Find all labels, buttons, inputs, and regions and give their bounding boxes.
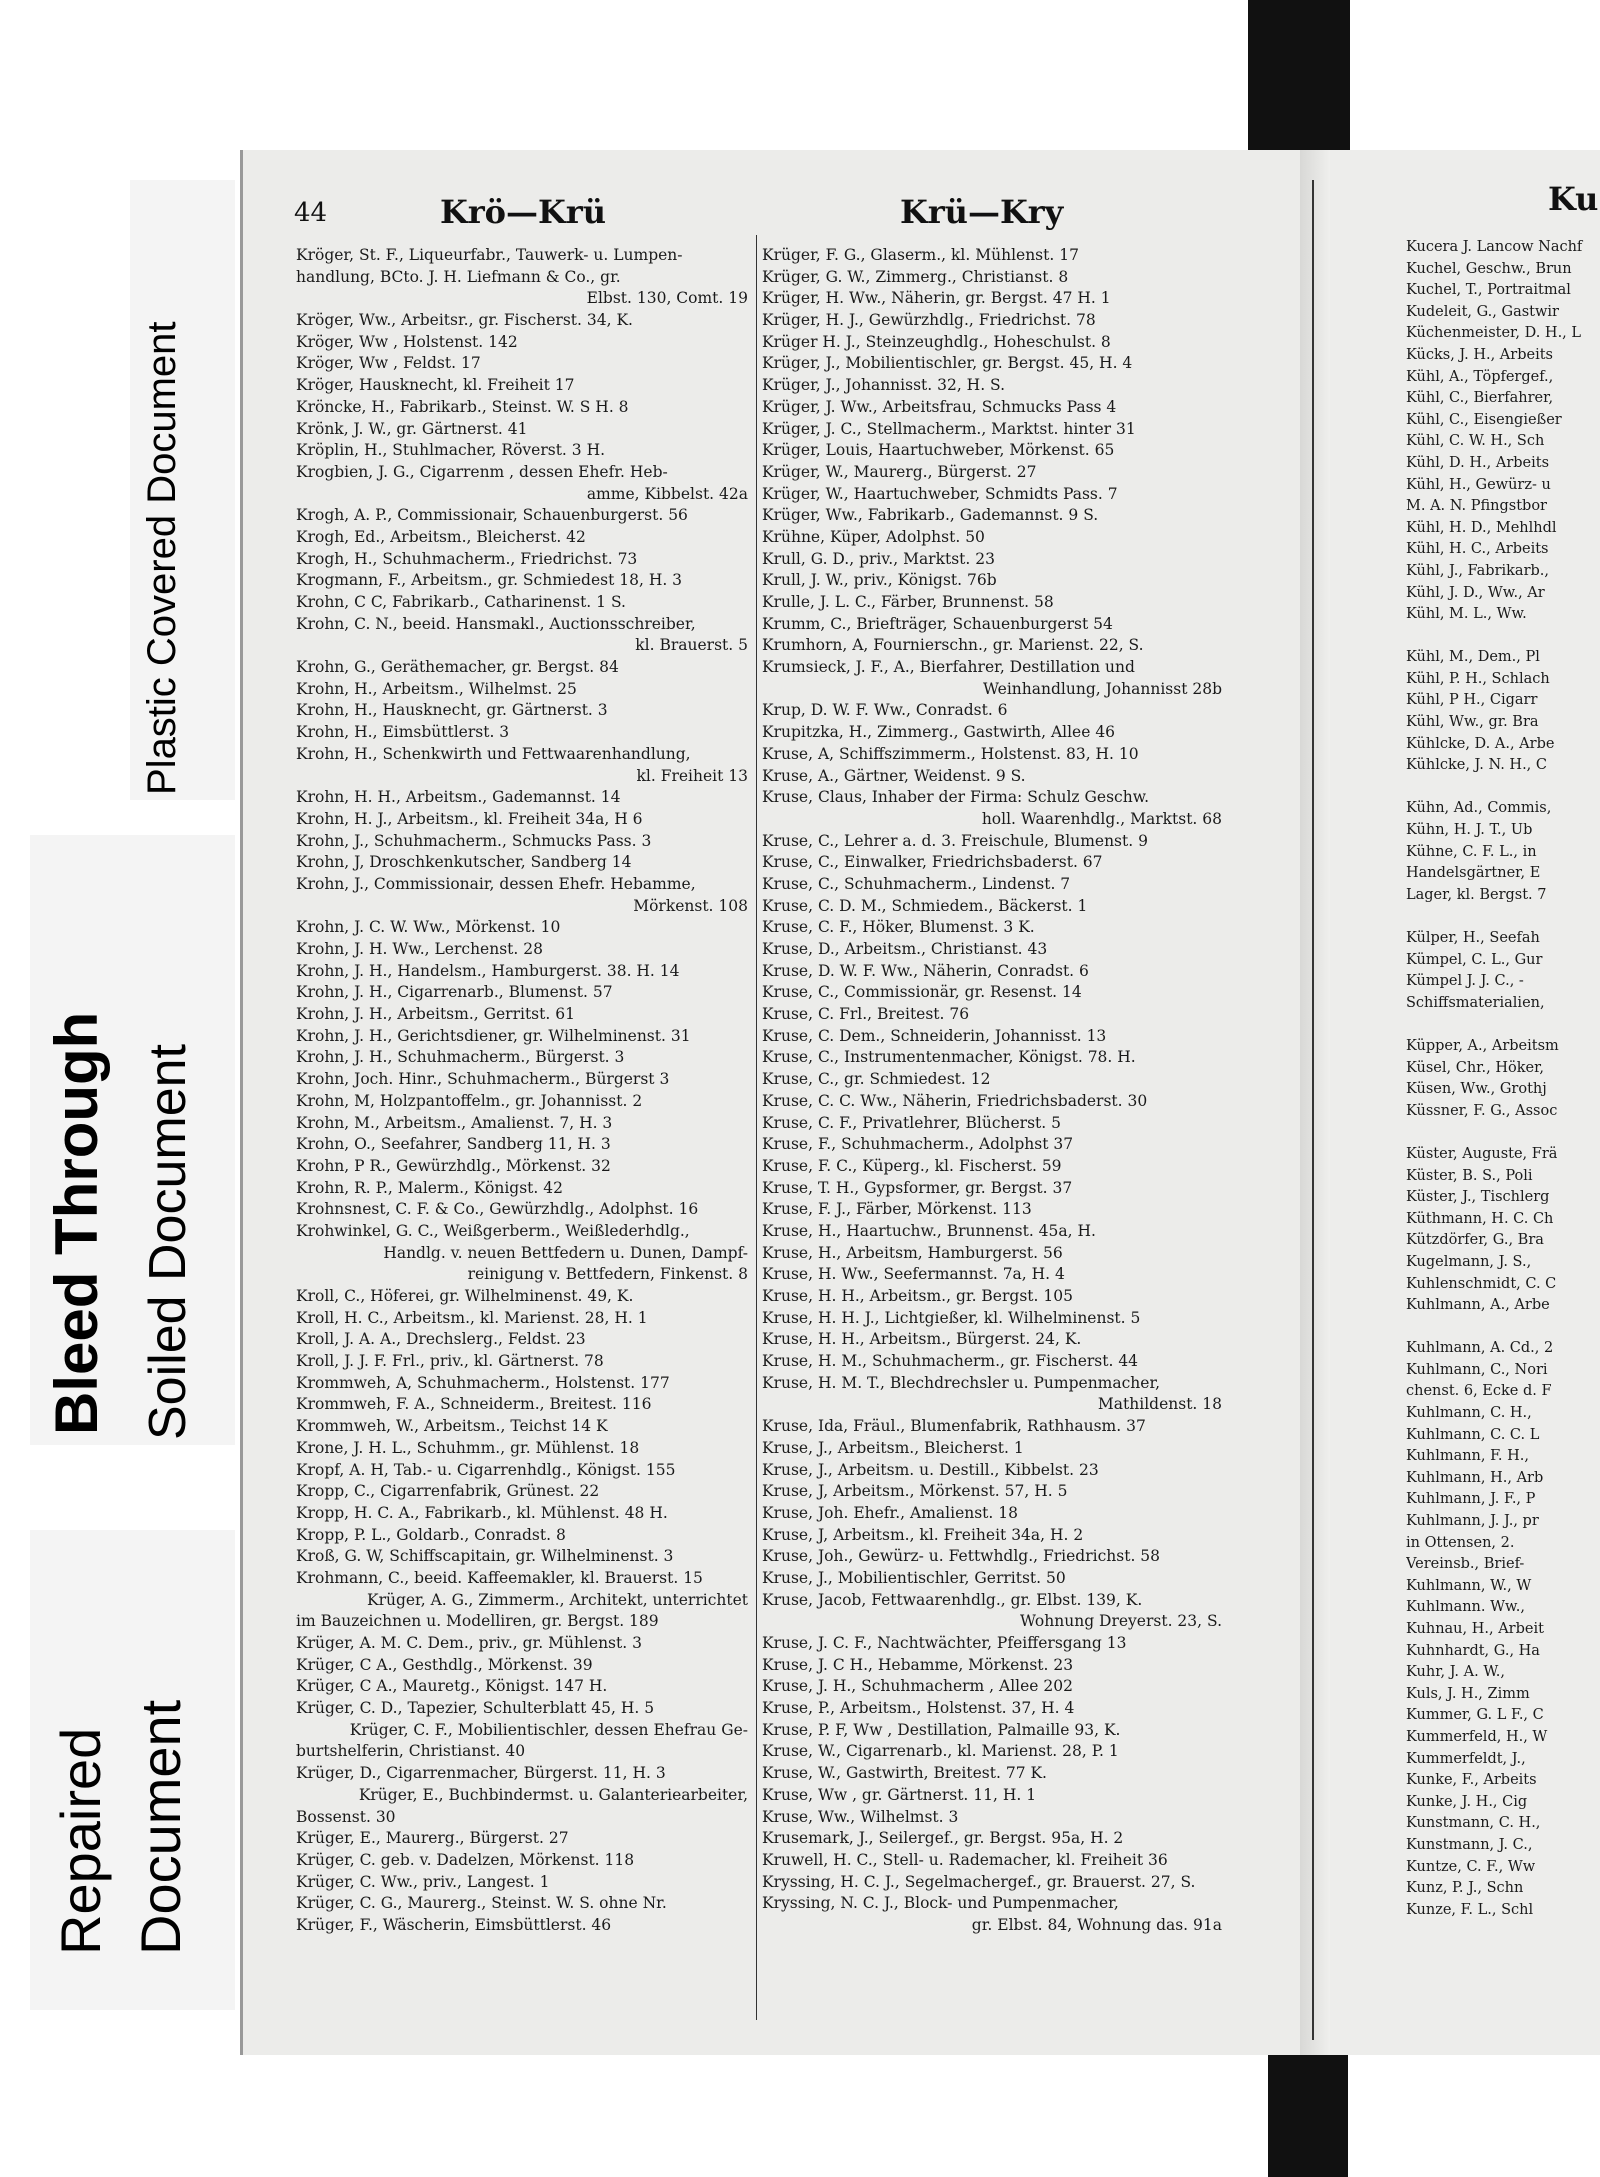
directory-entry: Kruse, F. J., Färber, Mörkenst. 113 <box>762 1200 1032 1219</box>
directory-entry: Küpper, A., Arbeitsm <box>1406 1037 1559 1054</box>
directory-entry: Mörkenst. 108 <box>633 896 748 915</box>
directory-entry: Krohn, H. J., Arbeitsm., kl. Freiheit 34a, H 6 <box>296 809 643 828</box>
directory-entry: Kuchel, T., Portraitmal <box>1406 282 1571 299</box>
directory-entry: Kryssing, N. C. J., Block- und Pumpenmacher, <box>762 1894 1119 1913</box>
directory-entry: Kroll, J. J. F. Frl., priv., kl. Gärtnerst. 78 <box>296 1352 604 1371</box>
directory-entry: Kunstmann, C. H., <box>1406 1815 1541 1832</box>
directory-entry: Kühl, J. D., Ww., Ar <box>1406 584 1545 601</box>
directory-entry: Kugelmann, J. S., <box>1406 1253 1532 1270</box>
directory-entry: Kruse, Ww , gr. Gärtnerst. 11, H. 1 <box>762 1785 1037 1804</box>
directory-entry: handlung, BCto. J. H. Liefmann & Co., gr. <box>296 267 621 286</box>
directory-entry: Kruse, C. C. Ww., Näherin, Friedrichsbaderst. 30 <box>762 1091 1148 1110</box>
directory-entry: Kucera J. Lancow Nachf <box>1406 239 1583 255</box>
directory-entry: Kützdörfer, G., Bra <box>1406 1232 1544 1249</box>
label-repaired-line2: Document <box>129 1699 192 1955</box>
directory-entry: Krohn, P R., Gewürzhdlg., Mörkenst. 32 <box>296 1156 611 1175</box>
directory-entry: Kruse, H. H. J., Lichtgießer, kl. Wilhelminenst. 5 <box>762 1308 1141 1327</box>
directory-entry: Kruse, J. H., Schuhmacherm , Allee 202 <box>762 1677 1073 1696</box>
directory-entry: Kühlcke, J. N. H., C <box>1406 757 1547 774</box>
directory-entry: Krommweh, A, Schuhmacherm., Holstenst. 177 <box>296 1373 670 1392</box>
directory-entry: Krühne, Küper, Adolphst. 50 <box>762 527 985 546</box>
directory-entry: Bossenst. 30 <box>296 1807 396 1826</box>
label-repaired-line1: Repaired <box>49 1727 112 1955</box>
directory-entry: Krumm, C., Briefträger, Schauenburgerst 54 <box>762 614 1113 633</box>
directory-entry: Krohn, H. H., Arbeitsm., Gademannst. 14 <box>296 788 621 807</box>
page-edge <box>1312 180 1314 2040</box>
directory-entry: Kruse, J., Arbeitsm. u. Destill., Kibbelst. 23 <box>762 1460 1099 1479</box>
scan-bar-top <box>1248 0 1350 155</box>
directory-entry: Kröger, Ww , Feldst. 17 <box>296 354 481 373</box>
directory-entry: Kropp, P. L., Goldarb., Conradst. 8 <box>296 1525 566 1544</box>
directory-entry: Kruwell, H. C., Stell- u. Rademacher, kl. Freiheit 36 <box>762 1850 1168 1869</box>
directory-entry: Kruse, J., Mobilientischler, Gerritst. 50 <box>762 1568 1066 1587</box>
directory-entry: Mathildenst. 18 <box>1097 1395 1222 1414</box>
directory-entry: Weinhandlung, Johannisst 28b <box>982 679 1222 698</box>
directory-entry: Kruse, P., Arbeitsm., Holstenst. 37, H. 4 <box>762 1699 1075 1718</box>
directory-entry <box>1406 1122 1600 1144</box>
directory-entry: Krogh, H., Schuhmacherm., Friedrichst. 73 <box>296 549 638 568</box>
directory-entry: Krohn, J., Commissionair, dessen Ehefr. Hebamme, <box>296 874 696 893</box>
directory-entry: Kruse, J. C. F., Nachtwächter, Pfeiffersgang 13 <box>762 1634 1127 1652</box>
directory-entry: Krüger, C. G., Maurerg., Steinst. W. S. ohne Nr. <box>296 1894 667 1913</box>
directory-entry: Kühl, H. D., Mehlhdl <box>1406 519 1557 536</box>
directory-entry: Kruse, F., Schuhmacherm., Adolphst 37 <box>762 1135 1074 1154</box>
directory-entry: Kruse, C. F., Höker, Blumenst. 3 K. <box>762 918 1035 937</box>
directory-entry: Krüger, W., Maurerg., Bürgerst. 27 <box>762 462 1037 481</box>
directory-entry: Krüger, D., Cigarrenmacher, Bürgerst. 11, H. 3 <box>296 1764 666 1783</box>
directory-entry: Kuhlmann, J. J., pr <box>1406 1513 1539 1530</box>
directory-entry: Kuhlmann, A. Cd., 2 <box>1406 1340 1554 1357</box>
directory-entry: Kuhlenschmidt, C. C <box>1406 1275 1557 1292</box>
directory-entry: Kruse, W., Gastwirth, Breitest. 77 K. <box>762 1764 1047 1783</box>
directory-entry: Kühn, Ad., Commis, <box>1406 800 1552 817</box>
directory-entry: Kropp, C., Cigarrenfabrik, Grünest. 22 <box>296 1482 600 1501</box>
directory-entry: Kruse, H. H., Arbeitsm., gr. Bergst. 105 <box>762 1287 1073 1305</box>
directory-entry: Krommweh, F. A., Schneiderm., Breitest. 116 <box>296 1395 652 1414</box>
directory-entry: Kuhlmann, A., Arbe <box>1406 1297 1550 1314</box>
directory-entry: gr. Elbst. 84, Wohnung das. 91a <box>971 1915 1222 1934</box>
directory-entry: Kühl, H., Gewürz- u <box>1406 476 1551 493</box>
directory-entry: Kruse, C. Dem., Schneiderin, Johannisst. 13 <box>762 1026 1107 1045</box>
directory-entry: Kröger, St. F., Liqueurfabr., Tauwerk- u. Lumpen- <box>296 246 683 264</box>
directory-entry: Krohn, M, Holzpantoffelm., gr. Johannisst. 2 <box>296 1091 643 1110</box>
directory-entry: Krohn, H., Arbeitsm., Wilhelmst. 25 <box>296 679 577 698</box>
directory-entry: Krüger, A. M. C. Dem., priv., gr. Mühlenst. 3 <box>296 1634 642 1652</box>
directory-entry: Krumsieck, J. F., A., Bierfahrer, Destillation und <box>762 658 1135 677</box>
directory-entry: Küthmann, H. C. Ch <box>1406 1210 1554 1227</box>
directory-entry: Krumhorn, A, Fournierschn., gr. Marienst. 22, S. <box>762 636 1144 655</box>
directory-entry: Kruse, H., Arbeitsm, Hamburgerst. 56 <box>762 1243 1063 1262</box>
directory-entry <box>1406 906 1600 928</box>
directory-entry: Krohn, J. H., Schuhmacherm., Bürgerst. 3 <box>296 1048 625 1067</box>
directory-entry: Krohmann, C., beeid. Kaffeemakler, kl. Brauerst. 15 <box>296 1568 703 1587</box>
directory-entry: Kühl, P H., Cigarr <box>1406 692 1538 709</box>
directory-entry <box>1406 1014 1600 1036</box>
directory-entry: Krüger, H. Ww., Näherin, gr. Bergst. 47 H. 1 <box>762 289 1111 308</box>
directory-entry: Lager, kl. Bergst. 7 <box>1406 886 1547 903</box>
directory-entry: Kuhlmann, W., W <box>1406 1577 1532 1594</box>
directory-entry: Krüger, E., Buchbindermst. u. Galanteriearbeiter, <box>358 1785 748 1804</box>
label-bleed-through: Bleed Through <box>43 1011 110 1435</box>
directory-entry: Kuchel, Geschw., Brun <box>1406 260 1572 277</box>
directory-entry: Krüger, G. W., Zimmerg., Christianst. 8 <box>762 267 1069 286</box>
directory-entry: Kruse, W., Cigarrenarb., kl. Marienst. 28, P. 1 <box>762 1742 1119 1761</box>
directory-entry: Kruse, H. M., Schuhmacherm., gr. Fischerst. 44 <box>762 1352 1139 1371</box>
directory-entry: Kühl, C., Bierfahrer, <box>1406 390 1554 407</box>
directory-entry: Kühl, M. L., Ww. <box>1406 606 1527 623</box>
directory-entry: Kruse, D. W. F. Ww., Näherin, Conradst. 6 <box>762 961 1089 980</box>
directory-entry: Handlg. v. neuen Bettfedern u. Dunen, Dampf- <box>383 1243 748 1262</box>
directory-entry: Kruse, Ida, Fräul., Blumenfabrik, Rathhausm. 37 <box>762 1417 1146 1436</box>
directory-entry: Kruse, C., Einwalker, Friedrichsbaderst. 67 <box>762 853 1103 872</box>
directory-entry: Krohn, H., Schenkwirth und Fettwaarenhandlung, <box>296 744 691 763</box>
directory-entry: Krüger, C A., Mauretg., Königst. 147 H. <box>296 1677 608 1696</box>
directory-entry: Kühl, H. C., Arbeits <box>1406 541 1549 558</box>
directory-entry: Kruse, J., Arbeitsm., Bleicherst. 1 <box>762 1438 1024 1457</box>
directory-entry: Kropf, A. H, Tab.- u. Cigarrenhdlg., Königst. 155 <box>296 1460 676 1479</box>
directory-entry: Krogh, A. P., Commissionair, Schauenburgerst. 56 <box>296 506 688 525</box>
directory-entry: Kuhnhardt, G., Ha <box>1406 1642 1540 1659</box>
directory-entry: Küsel, Chr., Höker, <box>1406 1059 1545 1076</box>
directory-entry: Kudeleit, G., Gastwir <box>1406 303 1559 320</box>
directory-entry: Kühl, P. H., Schlach <box>1406 670 1550 687</box>
directory-entry: Krohn, J. C. W. Ww., Mörkenst. 10 <box>296 918 561 937</box>
directory-entry <box>1406 1317 1600 1339</box>
directory-entry: Kuls, J. H., Zimm <box>1406 1685 1530 1702</box>
directory-entry: Küssner, F. G., Assoc <box>1406 1102 1558 1119</box>
directory-entry: Krohn, J., Schuhmacherm., Schmucks Pass. 3 <box>296 831 652 850</box>
directory-entry: Kruse, H., Haartuchw., Brunnenst. 45a, H. <box>762 1221 1096 1240</box>
directory-entry: Kühne, C. F. L., in <box>1406 843 1537 860</box>
directory-entry: Krüger, Ww., Fabrikarb., Gademannst. 9 S. <box>762 506 1099 525</box>
directory-entry: Kummerfeldt, J., <box>1406 1750 1526 1767</box>
directory-entry: Krüger H. J., Steinzeughdlg., Hoheschulst. 8 <box>762 332 1111 351</box>
directory-entry: Krohn, O., Seefahrer, Sandberg 11, H. 3 <box>296 1135 611 1154</box>
header-left: Krö—Krü <box>440 193 606 231</box>
directory-entry: Krogh, Ed., Arbeitsm., Bleicherst. 42 <box>296 527 586 546</box>
directory-entry: Kruse, H. H., Arbeitsm., Bürgerst. 24, K. <box>762 1330 1082 1349</box>
label-soiled-document: Soiled Document <box>139 1044 197 1440</box>
directory-entry: Küsen, Ww., Grothj <box>1406 1081 1547 1098</box>
directory-entry: Küster, J., Tischlerg <box>1406 1189 1550 1206</box>
directory-entry: Krohn, J. H., Cigarrenarb., Blumenst. 57 <box>296 983 613 1002</box>
directory-entry: Kunze, F. L., Schl <box>1406 1901 1534 1918</box>
directory-entry: Kummerfeld, H., W <box>1406 1728 1548 1745</box>
directory-entry: Kühlcke, D. A., Arbe <box>1406 735 1555 752</box>
directory-entry: Kruse, J. C H., Hebamme, Mörkenst. 23 <box>762 1655 1074 1674</box>
column-divider <box>756 235 757 2020</box>
directory-entry: Krull, G. D., priv., Marktst. 23 <box>762 549 995 568</box>
directory-entry: Kroll, C., Höferei, gr. Wilhelminenst. 49, K. <box>296 1287 634 1305</box>
directory-entry: Krusemark, J., Seilergef., gr. Bergst. 95a, H. 2 <box>762 1829 1124 1848</box>
directory-entry: Kühl, A., Töpfergef., <box>1406 368 1554 385</box>
directory-entry <box>1406 777 1600 799</box>
directory-entry: Kruse, J, Arbeitsm., Mörkenst. 57, H. 5 <box>762 1482 1068 1501</box>
directory-entry: Krüger, J., Johannisst. 32, H. S. <box>762 376 1006 395</box>
directory-entry: Kroll, H. C., Arbeitsm., kl. Marienst. 28, H. 1 <box>296 1308 648 1327</box>
directory-entry: Kröger, Ww., Arbeitsr., gr. Fischerst. 34, K. <box>296 311 633 330</box>
directory-entry: Krüger, E., Maurerg., Bürgerst. 27 <box>296 1829 569 1848</box>
directory-entry: Krüger, W., Haartuchweber, Schmidts Pass. 7 <box>762 484 1118 503</box>
directory-entry: Kuhlmann, C. C. L <box>1406 1426 1540 1443</box>
directory-entry: Kruse, C. D. M., Schmiedem., Bäckerst. 1 <box>762 896 1088 915</box>
directory-entry: Krüger, C. D., Tapezier, Schulterblatt 45, H. 5 <box>296 1699 655 1718</box>
directory-entry: Kröger, Hausknecht, kl. Freiheit 17 <box>296 376 575 395</box>
directory-entry: chenst. 6, Ecke d. F <box>1406 1383 1552 1400</box>
directory-column-1 <box>296 245 748 1937</box>
directory-entry: Kruse, C., gr. Schmiedest. 12 <box>762 1070 991 1089</box>
directory-entry: Krohn, M., Arbeitsm., Amalienst. 7, H. 3 <box>296 1113 613 1132</box>
directory-entry: Kücks, J. H., Arbeits <box>1406 346 1553 363</box>
directory-entry: Kruse, Ww., Wilhelmst. 3 <box>762 1807 959 1826</box>
directory-entry: Kümpel J. J. C., - <box>1406 973 1524 990</box>
directory-entry: Krüger, F. G., Glaserm., kl. Mühlenst. 17 <box>762 246 1079 264</box>
directory-entry: Kunstmann, J. C., <box>1406 1836 1533 1853</box>
directory-entry: Külper, H., Seefah <box>1406 930 1540 946</box>
directory-entry: Kümpel, C. L., Gur <box>1406 951 1543 968</box>
directory-entry: burtshelferin, Christianst. 40 <box>296 1742 526 1761</box>
directory-entry: Kuhr, J. A. W., <box>1406 1664 1505 1681</box>
directory-entry: Krohn, J. H. Ww., Lerchenst. 28 <box>296 940 543 958</box>
directory-entry: Küster, Auguste, Frä <box>1406 1145 1558 1162</box>
directory-entry: Kruse, H. Ww., Seefermannst. 7a, H. 4 <box>762 1265 1065 1284</box>
directory-entry: Krohn, C. N., beeid. Hansmakl., Auctionsschreiber, <box>296 614 696 633</box>
directory-entry: Kruse, Joh., Gewürz- u. Fettwhdlg., Friedrichst. 58 <box>762 1547 1161 1566</box>
directory-entry: Krüger, J., Mobilientischler, gr. Bergst. 45, H. 4 <box>762 354 1133 373</box>
directory-entry: Küchenmeister, D. H., L <box>1406 325 1582 342</box>
directory-entry: Kryssing, H. C. J., Segelmachergef., gr. Brauerst. 27, S. <box>762 1872 1196 1891</box>
directory-entry: Kühl, Ww., gr. Bra <box>1406 714 1539 731</box>
directory-entry: im Bauzeichnen u. Modelliren, gr. Bergst. 189 <box>296 1612 659 1631</box>
directory-entry: Krohn, J. H., Handelsm., Hamburgerst. 38. H. 14 <box>296 961 680 980</box>
directory-entry: Krogmann, F., Arbeitsm., gr. Schmiedest 18, H. 3 <box>296 571 683 590</box>
directory-entry: Kröplin, H., Stuhlmacher, Röverst. 3 H. <box>296 441 606 460</box>
directory-entry: Krone, J. H. L., Schuhmm., gr. Mühlenst. 18 <box>296 1438 640 1457</box>
directory-entry: in Ottensen, 2. <box>1406 1534 1515 1551</box>
directory-entry: Kruse, C. Frl., Breitest. 76 <box>762 1005 970 1024</box>
page-number: 44 <box>294 198 328 228</box>
directory-entry: Kuntze, C. F., Ww <box>1406 1858 1536 1875</box>
directory-entry: Wohnung Dreyerst. 23, S. <box>1020 1612 1222 1631</box>
directory-entry: Kröncke, H., Fabrikarb., Steinst. W. S H. 8 <box>296 397 629 416</box>
directory-entry: Krohn, J, Droschkenkutscher, Sandberg 14 <box>296 853 632 872</box>
directory-entry: Kruse, C., Commissionär, gr. Resenst. 14 <box>762 983 1082 1002</box>
directory-entry: Kunke, F., Arbeits <box>1406 1772 1537 1789</box>
directory-entry: Krüger, C. geb. v. Dadelzen, Mörkenst. 118 <box>296 1850 635 1869</box>
directory-entry: Kühl, M., Dem., Pl <box>1406 649 1540 666</box>
directory-entry: Krüger, F., Wäscherin, Eimsbüttlerst. 46 <box>296 1915 612 1934</box>
directory-entry: Kruse, H. M. T., Blechdrechsler u. Pumpenmacher, <box>762 1373 1161 1392</box>
directory-entry: Kummer, G. L F., C <box>1406 1707 1544 1724</box>
directory-entry: Krohn, J. H., Arbeitsm., Gerritst. 61 <box>296 1005 575 1024</box>
directory-entry: Kruse, Joh. Ehefr., Amalienst. 18 <box>762 1503 1018 1522</box>
directory-entry: Kruse, D., Arbeitsm., Christianst. 43 <box>762 940 1048 958</box>
directory-entry: Kuhlmann, C. H., <box>1406 1405 1532 1422</box>
directory-entry: amme, Kibbelst. 42a <box>586 484 748 503</box>
directory-entry: Kruse, Jacob, Fettwaarenhdlg., gr. Elbst. 139, K. <box>762 1590 1143 1609</box>
directory-entry: Kruse, A., Gärtner, Weidenst. 9 S. <box>762 766 1026 785</box>
directory-entry: Kuhnau, H., Arbeit <box>1406 1621 1544 1637</box>
directory-entry: Kruse, J, Arbeitsm., kl. Freiheit 34a, H. 2 <box>762 1525 1084 1544</box>
directory-entry: Kühl, C. W. H., Sch <box>1406 433 1545 450</box>
directory-entry: Krohn, R. P., Malerm., Königst. 42 <box>296 1178 563 1197</box>
directory-entry: Kühl, J., Fabrikarb., <box>1406 562 1549 579</box>
directory-entry: Kühn, H. J. T., Ub <box>1406 822 1533 839</box>
directory-entry: Krup, D. W. F. Ww., Conradst. 6 <box>762 701 1008 720</box>
directory-entry: holl. Waarenhdlg., Marktst. 68 <box>981 809 1222 828</box>
directory-entry: Krüger, C. Ww., priv., Langest. 1 <box>296 1872 550 1891</box>
directory-entry: Schiffsmaterialien, <box>1406 994 1545 1011</box>
directory-entry <box>1406 626 1600 648</box>
directory-entry: Krohn, J. H., Gerichtsdiener, gr. Wilhelminenst. 31 <box>296 1026 691 1045</box>
directory-entry: Kühl, C., Eisengießer <box>1406 411 1562 428</box>
directory-entry: Krüger, C A., Gesthdlg., Mörkenst. 39 <box>296 1655 593 1674</box>
directory-entry: Krüger, Louis, Haartuchweber, Mörkenst. 65 <box>762 441 1115 460</box>
directory-entry: Kruse, C., Lehrer a. d. 3. Freischule, Blumenst. 9 <box>762 831 1148 850</box>
directory-entry: Kruse, C., Instrumentenmacher, Königst. 78. H. <box>762 1048 1136 1067</box>
directory-entry: Krüger, C. F., Mobilientischler, dessen Ehefrau Ge- <box>349 1720 748 1739</box>
directory-entry: Vereinsb., Brief- <box>1406 1556 1525 1573</box>
directory-entry: Krupitzka, H., Zimmerg., Gastwirth, Allee 46 <box>762 723 1116 742</box>
directory-entry: Krüger, J. C., Stellmacherm., Marktst. hinter 31 <box>762 419 1136 438</box>
directory-entry: Küster, B. S., Poli <box>1406 1167 1533 1184</box>
header-partial: Ku <box>1548 180 1599 218</box>
page-gutter <box>1300 150 1330 2055</box>
directory-entry: Kroß, G. W, Schiffscapitain, gr. Wilhelminenst. 3 <box>296 1547 674 1566</box>
directory-column-3 <box>1406 237 1600 1921</box>
directory-entry: Krohn, H., Hausknecht, gr. Gärtnerst. 3 <box>296 701 608 720</box>
directory-entry: Kruse, C. F., Privatlehrer, Blücherst. 5 <box>762 1113 1061 1132</box>
directory-entry: Kruse, C., Schuhmacherm., Lindenst. 7 <box>762 874 1071 893</box>
directory-entry: Handelsgärtner, E <box>1406 865 1541 882</box>
directory-entry: Kuhlmann, J. F., P <box>1406 1491 1536 1508</box>
directory-entry: Krohn, C C, Fabrikarb., Catharinenst. 1 S. <box>296 593 626 611</box>
directory-entry: Krohn, H., Eimsbüttlerst. 3 <box>296 723 510 742</box>
directory-entry: Kröger, Ww , Holstenst. 142 <box>296 332 518 351</box>
directory-entry: Krüger, J. Ww., Arbeitsfrau, Schmucks Pass 4 <box>762 397 1117 416</box>
directory-entry: Krulle, J. L. C., Färber, Brunnenst. 58 <box>762 593 1054 611</box>
directory-entry: Kruse, T. H., Gypsformer, gr. Bergst. 37 <box>762 1178 1073 1197</box>
directory-entry: Krull, J. W., priv., Königst. 76b <box>762 571 997 590</box>
directory-entry: M. A. N. Pfingstbor <box>1406 498 1547 515</box>
directory-entry: Kruse, P. F, Ww , Destillation, Palmaille 93, K. <box>762 1720 1121 1739</box>
directory-entry: Krüger, A. G., Zimmerm., Architekt, unterrichtet <box>366 1590 748 1609</box>
directory-entry: Kuhlmann. Ww., <box>1406 1599 1525 1616</box>
label-plastic-covered: Plastic Covered Document <box>140 321 184 795</box>
directory-entry: Kunke, J. H., Cig <box>1406 1793 1528 1810</box>
directory-entry: Krohwinkel, G. C., Weißgerberm., Weißlederhdlg., <box>296 1221 690 1240</box>
directory-entry: Kropp, H. C. A., Fabrikarb., kl. Mühlenst. 48 H. <box>296 1503 668 1522</box>
directory-entry: Kuhlmann, C., Nori <box>1406 1361 1548 1378</box>
directory-entry: kl. Freiheit 13 <box>636 766 748 785</box>
scan-bar-bottom <box>1268 2055 1348 2177</box>
directory-entry: Krüger, H. J., Gewürzhdlg., Friedrichst. 78 <box>762 311 1096 330</box>
directory-entry: Kroll, J. A. A., Drechslerg., Feldst. 23 <box>296 1330 586 1349</box>
directory-entry: Krohnsnest, C. F. & Co., Gewürzhdlg., Adolphst. 16 <box>296 1200 699 1219</box>
directory-entry: Kuhlmann, H., Arb <box>1406 1469 1544 1486</box>
directory-entry: Krohn, G., Geräthemacher, gr. Bergst. 84 <box>296 658 619 677</box>
directory-entry: Kruse, Claus, Inhaber der Firma: Schulz Geschw. <box>762 788 1150 807</box>
directory-entry: Krogbien, J. G., Cigarrenm , dessen Ehefr. Heb- <box>296 462 668 481</box>
directory-column-2 <box>762 245 1222 1937</box>
directory-entry: Kuhlmann, F. H., <box>1406 1448 1530 1465</box>
directory-entry: Krohn, Joch. Hinr., Schuhmacherm., Bürgerst 3 <box>296 1070 670 1089</box>
directory-entry: Kühl, D. H., Arbeits <box>1406 454 1550 471</box>
header-right: Krü—Kry <box>900 193 1064 231</box>
directory-entry: reinigung v. Bettfedern, Finkenst. 8 <box>467 1265 748 1284</box>
directory-entry: Kruse, F. C., Küperg., kl. Fischerst. 59 <box>762 1156 1062 1175</box>
directory-entry: Kunz, P. J., Schn <box>1406 1880 1524 1897</box>
directory-entry: Krönk, J. W., gr. Gärtnerst. 41 <box>296 419 528 438</box>
directory-entry: Krommweh, W., Arbeitsm., Teichst 14 K <box>296 1417 608 1436</box>
directory-entry: Elbst. 130, Comt. 19 <box>586 289 748 308</box>
directory-entry: Kruse, A, Schiffszimmerm., Holstenst. 83, H. 10 <box>762 744 1139 763</box>
directory-entry: kl. Brauerst. 5 <box>635 636 748 655</box>
